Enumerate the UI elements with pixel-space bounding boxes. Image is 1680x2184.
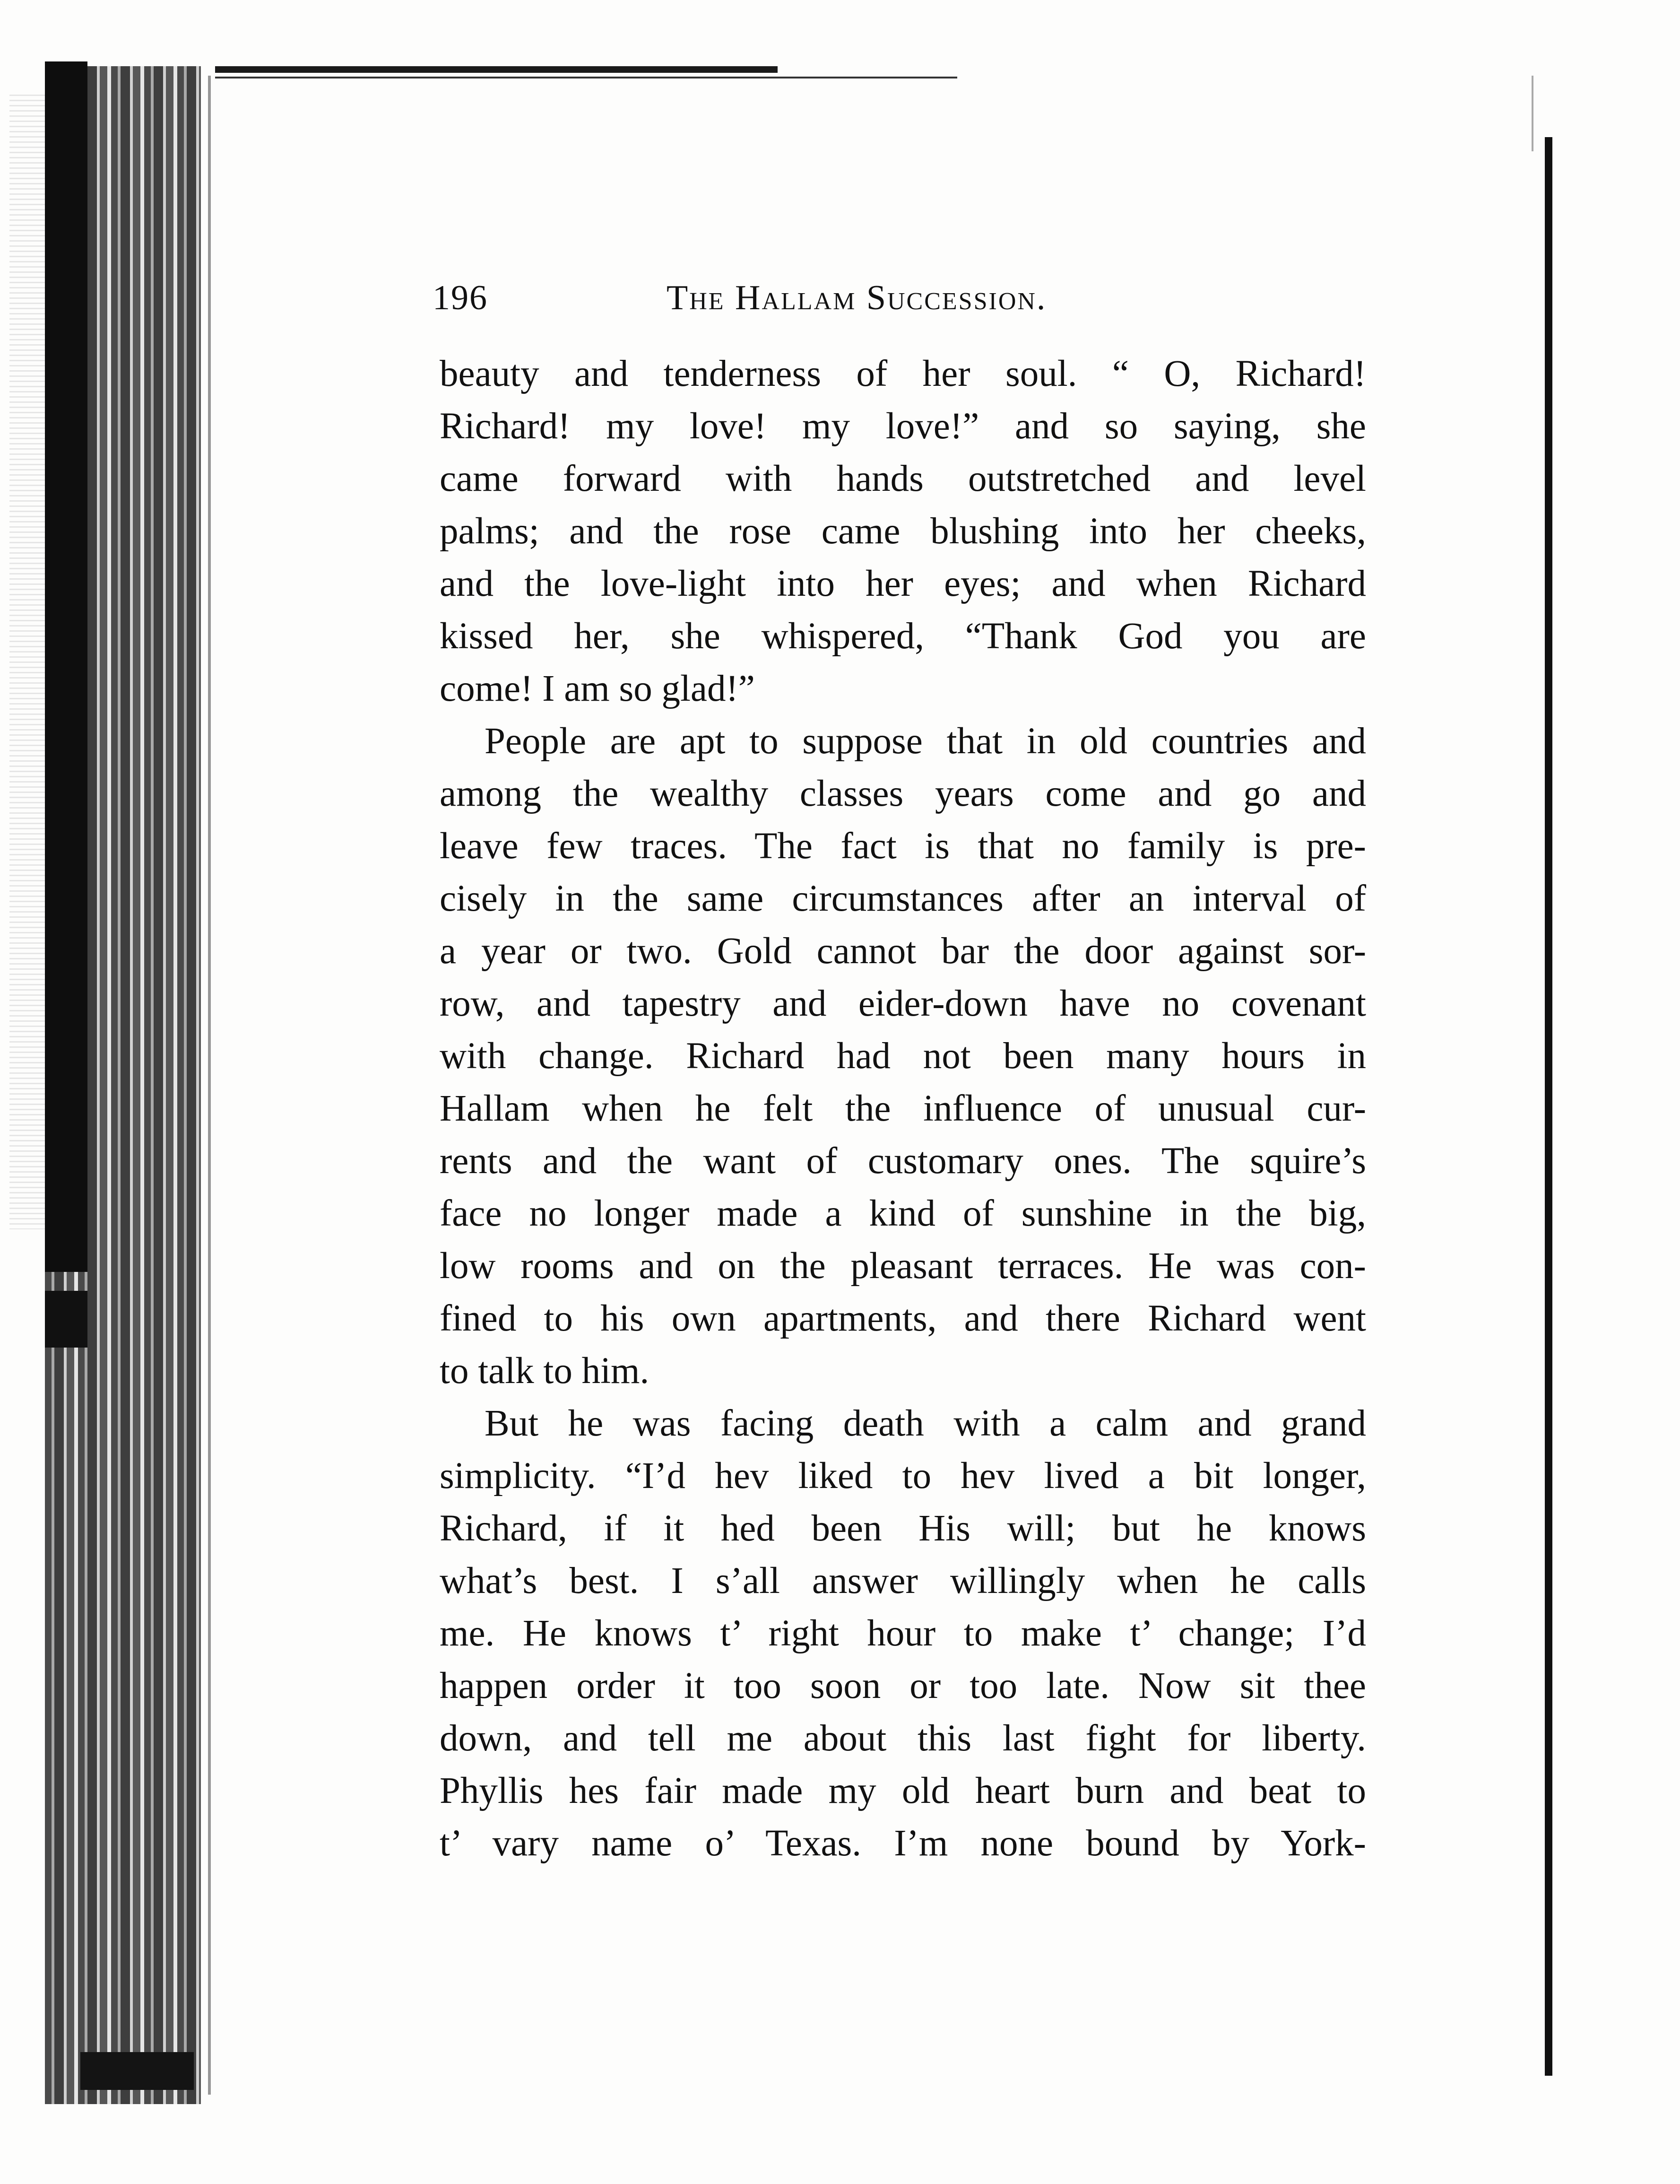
page-left-edge [208, 76, 211, 2095]
body-text [440, 348, 1366, 1870]
page-top-rule [215, 66, 778, 73]
running-head [433, 272, 1368, 324]
text-line: come! I am so glad!” [440, 668, 755, 709]
text-line: and the love-light into her eyes; and when Richard [440, 563, 1366, 604]
text-line: low rooms and on the pleasant terraces. He was con- [440, 1245, 1366, 1287]
text-line: cisely in the same circumstances after an interval of [440, 878, 1366, 919]
binding-shadow [45, 61, 87, 1272]
text-line: Richard, if it hed been His will; but he knows [440, 1508, 1366, 1549]
text-line: among the wealthy classes years come and go and [440, 773, 1366, 814]
paragraph [440, 348, 1366, 715]
text-line: down, and tell me about this last fight for liberty. [440, 1718, 1366, 1759]
text-line: Phyllis hes fair made my old heart burn and beat to [440, 1770, 1366, 1811]
text-line: leave few traces. The fact is that no family is pre- [440, 826, 1366, 867]
running-title: The Hallam Succession. [667, 278, 1047, 317]
text-line: to talk to him. [440, 1350, 649, 1392]
text-line: simplicity. “I’d hev liked to hev lived a bit longer, [440, 1455, 1366, 1497]
text-line: a year or two. Gold cannot bar the door against sor- [440, 931, 1366, 972]
binding-shadow-bottom [80, 2052, 194, 2090]
page-top-rule-thin [215, 77, 957, 78]
text-line: t’ vary name o’ Texas. I’m none bound by York- [440, 1823, 1366, 1864]
text-line: happen order it too soon or too late. Now sit thee [440, 1665, 1366, 1706]
text-line: row, and tapestry and eider-down have no covenant [440, 983, 1366, 1024]
text-line: what’s best. I s’all answer willingly when he calls [440, 1560, 1366, 1601]
text-line: But he was facing death with a calm and grand [485, 1403, 1366, 1444]
text-line: People are apt to suppose that in old countries and [485, 721, 1366, 762]
text-line: palms; and the rose came blushing into her cheeks, [440, 511, 1366, 552]
paragraph [440, 1397, 1366, 1870]
text-line: rents and the want of customary ones. The squire’s [440, 1140, 1366, 1182]
page-number: 196 [433, 278, 488, 317]
text-line: came forward with hands outstretched and level [440, 458, 1366, 499]
scan-noise [9, 95, 47, 1229]
text-line: Hallam when he felt the influence of unusual cur- [440, 1088, 1366, 1129]
text-line: me. He knows t’ right hour to make t’ change; I’d [440, 1613, 1366, 1654]
text-line: kissed her, she whispered, “Thank God you are [440, 616, 1366, 657]
text-line: beauty and tenderness of her soul. “ O, Richard! [440, 353, 1366, 394]
text-line: face no longer made a kind of sunshine in the big, [440, 1193, 1366, 1234]
binding-shadow-lower [45, 1291, 87, 1348]
right-edge-thin [1532, 76, 1533, 151]
page-right-edge [1545, 137, 1552, 2076]
text-line: with change. Richard had not been many hours in [440, 1035, 1366, 1077]
paragraph [440, 715, 1366, 1397]
text-line: Richard! my love! my love!” and so saying, she [440, 406, 1366, 447]
text-line: fined to his own apartments, and there Richard went [440, 1298, 1366, 1339]
